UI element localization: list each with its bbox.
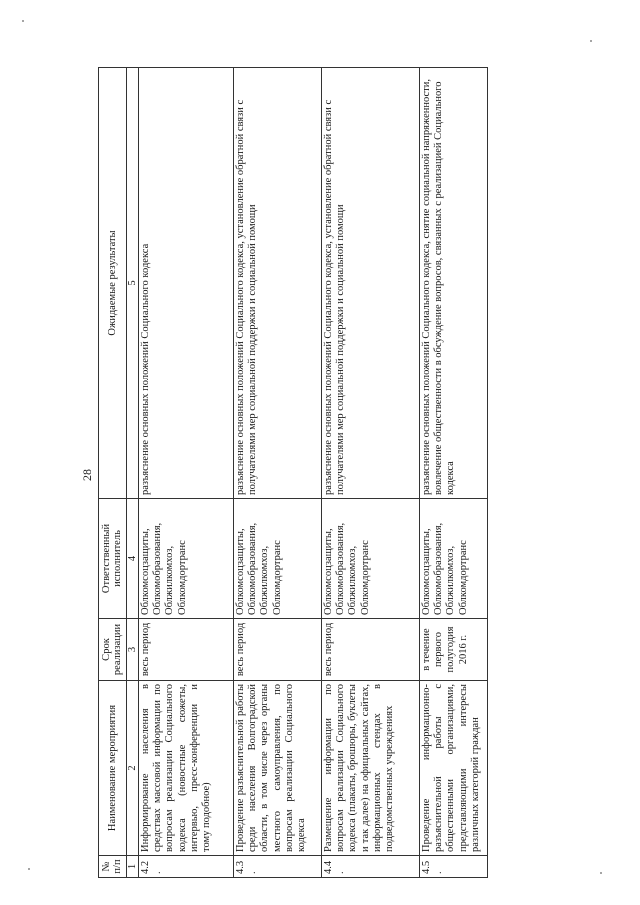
row-responsible: Облкомсоцзащиты, Облкомобразования, Облжилкомхоз, Облкомдортранс [139, 499, 234, 619]
action-plan-table [98, 67, 488, 878]
row-term: весь период [139, 619, 234, 681]
table-header-row [99, 68, 127, 878]
row-responsible: Облкомсоцзащиты, Облкомобразования, Облжилкомхоз, Облкомдортранс [420, 499, 488, 619]
column-number: 3 [127, 619, 139, 681]
row-number: 4.4. [322, 856, 420, 878]
row-responsible: Облкомсоцзащиты, Облкомобразования, Облжилкомхоз, Облкомдортранс [322, 499, 420, 619]
row-expected-result: разъяснение основных положений Социального кодекса, снятие социальной напряженности, вовлечение общественности в обсуждение вопросов, связанных с реализацией Социального кодекса [420, 68, 488, 499]
scan-speck [28, 868, 30, 870]
header-number: № п/п [99, 856, 127, 878]
row-expected-result: разъяснение основных положений Социального кодекса [139, 68, 234, 499]
row-number: 4.2. [139, 856, 234, 878]
header-term: Срок реализации [99, 619, 127, 681]
table-row [234, 68, 322, 878]
row-event-name: Размещение информации по вопросам реализации Социального кодекса (плакаты, брошюры, буклеты и так далее) на официальных сайтах, информационных стендах в подведомственных учреждениях [322, 681, 420, 856]
header-responsible: Ответственный исполнитель [99, 499, 127, 619]
header-event-name: Наименование мероприятия [99, 681, 127, 856]
row-event-name: Проведение информационно-разъяснительной работы с общественными организациями, представляющими интересы различных категорий граждан [420, 681, 488, 856]
rotated-content [80, 68, 480, 878]
column-number-row [127, 68, 139, 878]
column-number: 1 [127, 856, 139, 878]
column-number: 4 [127, 499, 139, 619]
row-event-name: Проведение разъяснительной работы среди населения Волгоградской области, в том числе через органы местного самоуправления, по вопросам реализации Социального кодекса [234, 681, 322, 856]
scan-speck [600, 872, 602, 874]
page-number: 28 [80, 469, 94, 481]
row-responsible: Облкомсоцзащиты, Облкомобразования, Облжилкомхоз, Облкомдортранс [234, 499, 322, 619]
row-number: 4.5. [420, 856, 488, 878]
row-event-name: Информирование населения в средствах массовой информации по вопросам реализации Социального кодекса (новостные сюжеты, интервью, пресс-конференции и тому подобное) [139, 681, 234, 856]
row-expected-result: разъяснение основных положений Социального кодекса, установление обратной связи с получателями мер социальной поддержки и социальной помощи [322, 68, 420, 499]
row-number: 4.3. [234, 856, 322, 878]
row-expected-result: разъяснение основных положений Социального кодекса, установление обратной связи с получателями мер социальной поддержки и социальной помощи [234, 68, 322, 499]
table-row [420, 68, 488, 878]
scan-speck [22, 20, 24, 22]
header-expected-results: Ожидаемые результаты [99, 68, 127, 499]
table-row [139, 68, 234, 878]
scan-speck [590, 40, 592, 42]
column-number: 2 [127, 681, 139, 856]
row-term: весь период [234, 619, 322, 681]
row-term: весь период [322, 619, 420, 681]
table-row [322, 68, 420, 878]
column-number: 5 [127, 68, 139, 499]
row-term: в течение первого полугодия 2016 г. [420, 619, 488, 681]
